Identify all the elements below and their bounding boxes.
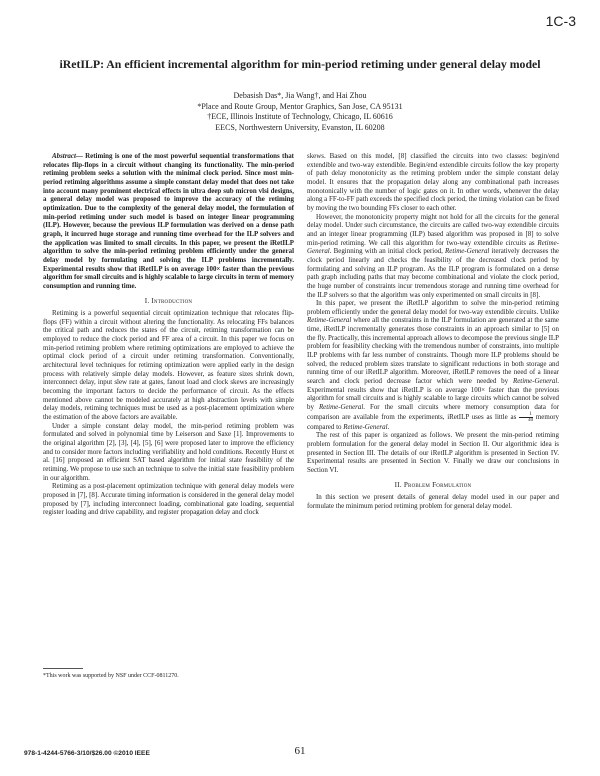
algorithm-name: Retime-General <box>318 403 364 412</box>
text-span: . Beginning with an initial clock period, <box>329 247 446 256</box>
text-span: iteratively decreases the clock period linearly and checks the feasibility of the decreased clock period by formulating and solving an ILP program. As the ILP program is formulated on a dense path graph including paths that may become combinational and violate the clock period, the huge number of constraints incur tremendous storage and running time overhead for the ILP solvers so that the algorithm was only experimented on small circuits in [8]. <box>307 247 559 299</box>
affiliation-1: *Place and Route Group, Mentor Graphics, San Jose, CA 95131 <box>197 101 403 111</box>
page-number: 61 <box>294 745 306 757</box>
algorithm-name: Retime-General <box>445 247 490 256</box>
affiliation-3: EECS, Northwestern University, Evanston, IL 60208 <box>215 122 385 132</box>
right-paragraph-4: The rest of this paper is organized as follows. We present the min-period retiming problem formulation for the general delay model in Section II. Our algorithmic idea is presented in Section III. The details of our iRetILP algorithm is presented in Section IV. Experimental results are presented in Section V. Finally we draw our conclusions in Section VI. <box>307 431 559 474</box>
section-1-number: I. <box>144 296 152 305</box>
fraction-denominator: 40 <box>528 417 534 423</box>
algorithm-name: Retime-General <box>307 238 559 256</box>
algorithm-name: Retime-General <box>307 316 352 325</box>
section-2-heading <box>307 481 559 490</box>
author-block <box>0 91 600 133</box>
abstract-text: Retiming is one of the most powerful sequential transformations that relocates flip-flops in a circuit without changing its functionality. The min-period retiming problem seeks a solution with the minimal clock period. Since most min-period retiming algorithms assume a simple constant delay model that does not take into account many prominent electrical effects in ultra deep sub micron vlsi designs, a general delay model was proposed to improve the accuracy of the retiming optimization. Due to the complexity of the general delay model, the formulation of min-period retiming under such model is based on integer linear programming (ILP). However, because the previous ILP formulation was derived on a dense path graph, it incurred huge storage and running time overhead for the ILP solvers and the application was limited to small circuits. In this paper, we present the iRetILP algorithm to solve the min-period retiming problem efficiently under the general delay model by formulating and solving the ILP problems incrementally. Experimental results show that iRetILP is on average 100× faster than the previous algorithm for small circuits and is highly scalable to large circuits in term of memory consumption and running time. <box>43 152 294 290</box>
text-span: However, the monotonicity property might not hold for all the circuits for the general delay model. Under such circumstance, the circuits are called two-way extendible circuits and an integer linear programming (ILP) based algorithm was proposed in [8] to solve min-period retiming. We call this algorithm for two-way extendible circuits as <box>307 212 559 247</box>
section-1-heading <box>43 297 294 306</box>
text-span: . Experimental results show that iRetILP is on average 100× faster than the previous algorithm for small circuits and is highly scalable to large circuits which cannot be solved by <box>307 377 559 412</box>
abstract <box>43 152 294 291</box>
text-span: . <box>387 422 390 431</box>
author-names: Debasish Das*, Jia Wang†, and Hai Zhou <box>233 91 367 100</box>
text-span: . For the small circuits where memory consumption data for comparison are available from the experiments, iRetILP uses as little as <box>307 403 560 421</box>
text-span: memory compared to <box>307 412 560 431</box>
abstract-lead: Abstract— <box>52 152 83 160</box>
isbn-line: 978-1-4244-5766-3/10/$26.00 ©2010 IEEE <box>24 750 150 757</box>
text-span: In this paper, we present the iRetILP algorithm to solve the min-period retiming problem efficiently under the general delay model for two-way extendible circuits. Unlike <box>307 299 559 316</box>
intro-paragraph-2: Under a simple constant delay model, the min-period retiming problem was formulated and solved in polynomial time by Leiserson and Saxe [1]. Improvements to the original algorithm [2], [3], [4], [5], [6] were proposed later to improve the efficiency and to consider more factors including verifiability and hold conditions. Recently Hurst et al. [16] proposed an efficient SAT based algorithm for initial state feasibility of the retiming. We propose to use such an technique to solve the initial state feasibility problem in our algorithm. <box>43 421 294 482</box>
algorithm-name: Retime-General <box>343 422 388 431</box>
text-span: where all the constraints in the ILP formulation are generated at the same time, iRetILP incrementally generates those constraints in an approach similar to [5] on the fly. Practically, this incremental approach allows to decompose the previous single ILP problem for feasibility checking with the tremendous number of constraints, into multiple ILP problems with far less number of constraints. Though more ILP problems should be solved, the reduced problem sizes translate to significant reductions in both storage and running time of our iRetILP algorithm. Moreover, iRetILP removes the need of a linear search and clock period decrease factor which were needed by <box>307 316 559 386</box>
section-1-title: Introduction <box>151 296 193 305</box>
right-paragraph-3 <box>307 299 559 431</box>
intro-paragraph-1: Retiming is a powerful sequential circuit optimization technique that relocates flip-flops (FF) within a circuit without altering the functionality. As relocating FFs balances the critical path and reduces the states of the circuit, retiming transformation can be employed to reduce the clock period and FF area of a circuit. In this paper we focus on min-period retiming problem where retiming optimizations are employed to achieve the optimal clock period of a circuit under retiming transformation. Conventionally, architectural level techniques for retiming optimization were applied early in the design process with relatively simple delay models. However, as feature sizes shrink down, interconnect delay, input slew rate at gates, fanout load and clock skews are increasingly becoming the important factors to decide the performance of circuit. As the effects mentioned above cannot be modeled accurately at high abstraction levels with simple delay models, retiming techniques must be used as a post-placement optimization where the estimation of the above factors are available. <box>43 309 294 422</box>
section-2-number: II. <box>394 480 404 489</box>
fraction-numerator: 1 <box>519 412 533 418</box>
paper-title: iRetILP: An efficient incremental algorithm for min-period retiming under general delay model <box>59 57 541 71</box>
section-2-paragraph: In this section we present details of general delay model used in our paper and formulate the minimum period retiming problem for general delay model. <box>307 493 559 510</box>
section-2-title: Problem Formulation <box>403 480 472 489</box>
right-paragraph-2 <box>307 213 559 300</box>
intro-paragraph-3: Retiming as a post-placement optimization technique with general delay models were proposed in [7], [8]. Accurate timing information is considered in the general delay model proposed by [7], including interconnect loading, combinational gate loading, sequential register loading and drive capability, and register propagation delay and clock <box>43 482 294 517</box>
memory-fraction <box>519 412 533 423</box>
session-tag: 1C-3 <box>545 13 576 29</box>
right-column <box>307 152 559 511</box>
footnote-rule <box>43 668 83 669</box>
left-column <box>43 152 294 517</box>
affiliation-2: †ECE, Illinois Institute of Technology, Chicago, IL 60616 <box>207 112 393 121</box>
right-paragraph-1: skews. Based on this model, [8] classified the circuits into two classes: begin/end extendible and two-way extendible. Begin/end extendible circuits follow the key property of path delay monotonicity as the retiming problem under the simple constant delay model. It ensures that the propagation delay along any combinational path increases monotonically with the number of logic gates on it. In other words, whenever the delay along a FF-to-FF path exceeds the specified clock period, the timing violation can be fixed by moving the two bounding FFs closer to each other. <box>307 152 559 212</box>
footnote: *This work was supported by NSF under CCF-0811270. <box>43 673 179 679</box>
algorithm-name: Retime-General <box>512 377 558 386</box>
